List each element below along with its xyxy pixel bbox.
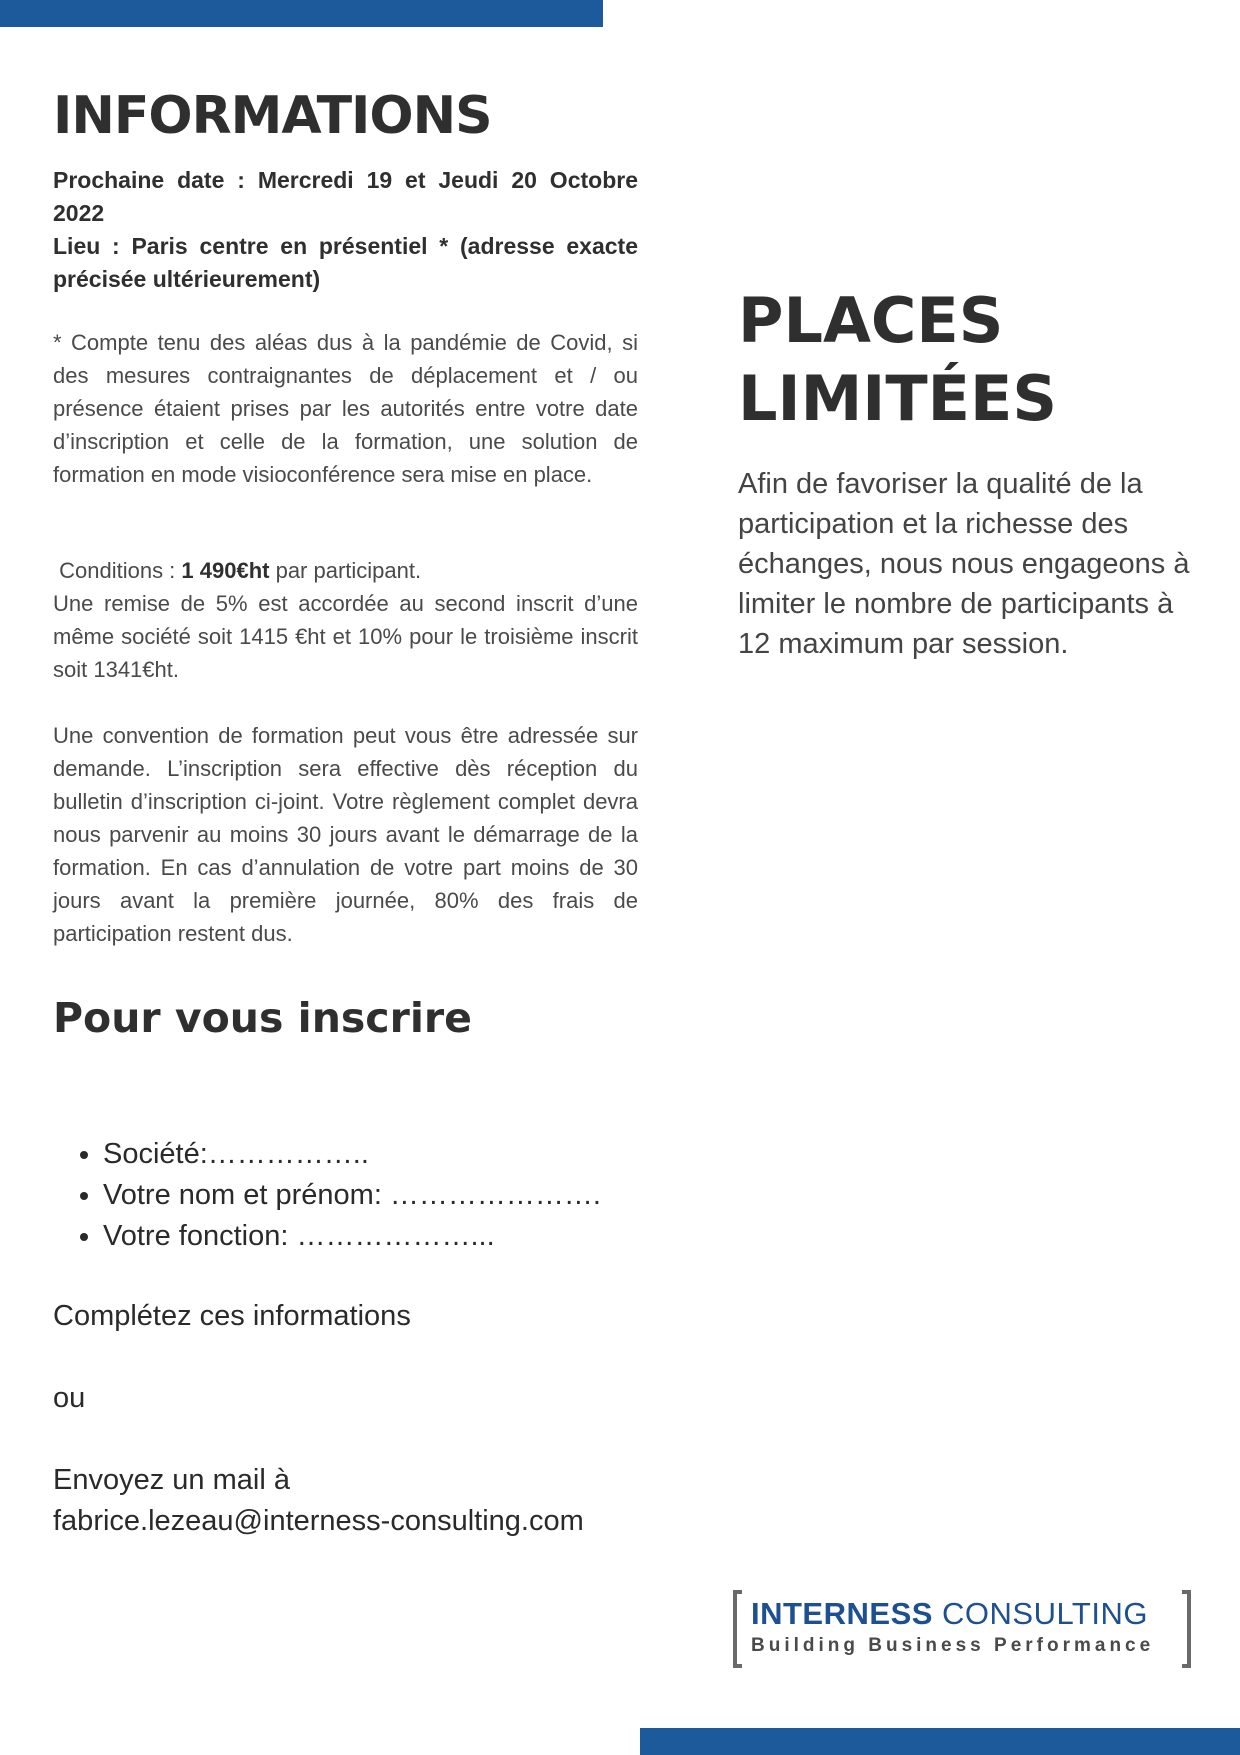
location: Lieu : Paris centre en présentiel * (adresse exacte précisée ultérieurement) [53, 233, 638, 292]
mail-instruction: Envoyez un mail à [53, 1464, 290, 1496]
registration-fields [53, 1134, 638, 1257]
discount-text: Une remise de 5% est accordée au second inscrit d’une même société soit 1415 €ht et 10% pour le troisième inscrit soit 1341€ht. [53, 591, 638, 682]
places-title [738, 282, 1198, 438]
conditions-prefix: Conditions : [53, 558, 182, 583]
field-function: • Votre fonction: ………………... [103, 1216, 638, 1257]
places-text: Afin de favoriser la qualité de la participation et la richesse des échanges, nous nous engageons à limiter le nombre de participants à 12 maximum par session. [738, 468, 1190, 660]
conditions-line [53, 554, 638, 587]
register-title: Pour vous inscrire [53, 994, 472, 1042]
logo-name-bold: INTERNESS [751, 1596, 933, 1631]
conditions-suffix: par participant. [269, 558, 422, 583]
logo-bracket-left [733, 1590, 742, 1668]
field-name: • Votre nom et prénom: …………………. [103, 1175, 638, 1216]
right-column [738, 282, 1198, 664]
places-title-line2: LIMITÉES [738, 362, 1057, 435]
logo-name [751, 1596, 1148, 1632]
logo-name-rest: CONSULTING [932, 1596, 1148, 1631]
contact-email[interactable]: fabrice.lezeau@interness-consulting.com [53, 1505, 584, 1537]
informations-title: INFORMATIONS [53, 86, 492, 146]
logo-tagline: Building Business Performance [751, 1635, 1155, 1656]
left-column [53, 80, 638, 1542]
complete-instruction: Complétez ces informations [53, 1300, 411, 1332]
places-title-line1: PLACES [738, 284, 1004, 357]
field-company: • Société:…………….. [103, 1134, 638, 1175]
top-accent-bar [0, 0, 603, 27]
covid-note: * Compte tenu des aléas dus à la pandémie de Covid, si des mesures contraignantes de déplacement et / ou présence étaient prises par les autorités entre votre date d’inscription et celle de la formation, une solution de formation en mode visioconférence sera mise en place. [53, 330, 638, 487]
next-date: Prochaine date : Mercredi 19 et Jeudi 20 Octobre 2022 [53, 167, 638, 226]
convention-text: Une convention de formation peut vous être adressée sur demande. L’inscription sera effective dès réception du bulletin d’inscription ci-joint. Votre règlement complet devra nous parvenir au moins 30 jours avant le démarrage de la formation. En cas d’annulation de votre part moins de 30 jours avant la première journée, 80% des frais de participation restent dus. [53, 723, 638, 946]
price: 1 490€ht [181, 558, 270, 583]
company-logo [733, 1590, 1191, 1668]
logo-bracket-right [1182, 1590, 1191, 1668]
or-text: ou [53, 1382, 86, 1414]
bottom-accent-bar [640, 1728, 1240, 1755]
